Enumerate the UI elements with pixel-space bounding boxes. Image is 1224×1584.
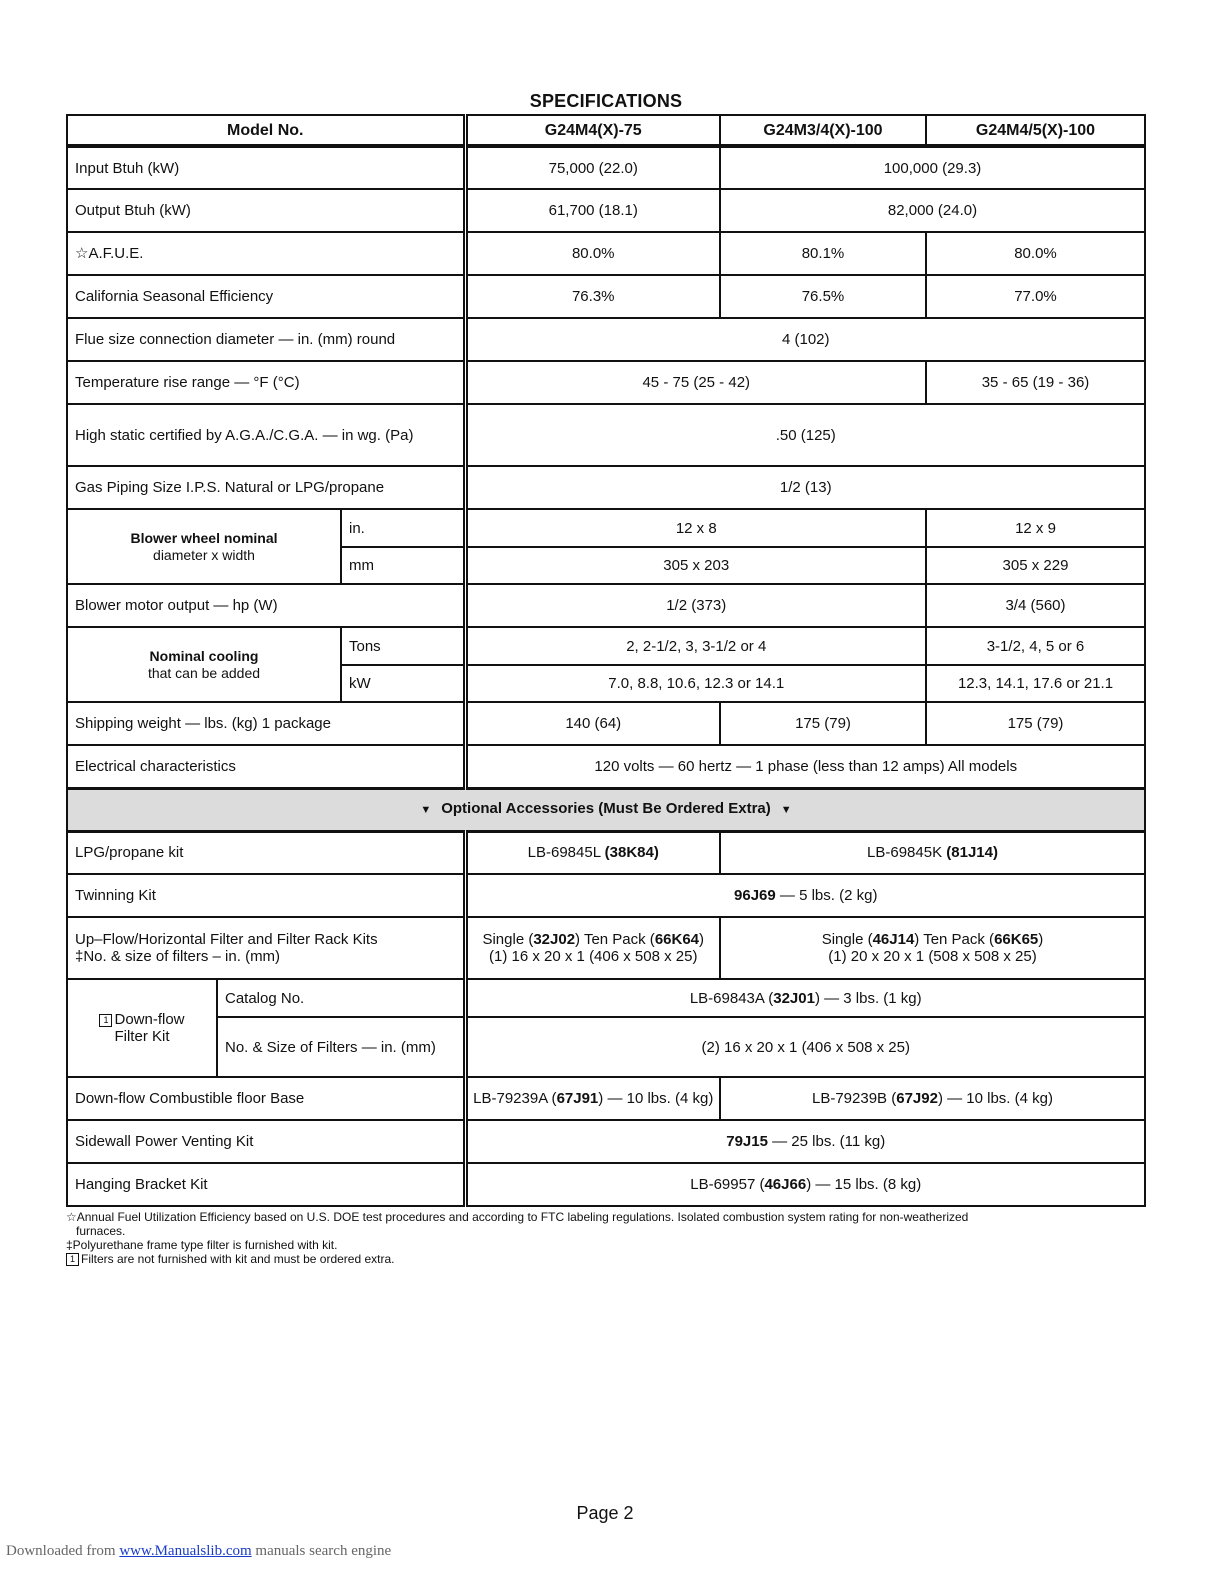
specifications-table <box>66 114 1146 1207</box>
group-line: that can be added <box>147 664 261 681</box>
cell: 100,000 (29.3) <box>720 146 1145 189</box>
cell: 175 (79) <box>720 702 926 745</box>
cell: 120 volts — 60 hertz — 1 phase (less than 12 amps) All models <box>465 745 1145 788</box>
arrow-down-icon: ▼ <box>780 804 792 816</box>
cell-text: LB-69843A ( <box>689 989 774 1007</box>
unit-label: in. <box>341 509 465 547</box>
table-row <box>67 361 1145 404</box>
row-label <box>67 917 465 979</box>
footer-text: manuals search engine <box>251 1543 392 1559</box>
cell <box>465 1077 720 1120</box>
cell-text: Single ( <box>821 931 873 948</box>
footnote-afue-cont: furnaces. <box>76 1224 126 1238</box>
table-row <box>67 979 1145 1017</box>
unit-label: mm <box>341 547 465 584</box>
arrow-down-icon: ▼ <box>420 804 432 816</box>
catalog-code: (81J14) <box>946 844 998 862</box>
cell: 12.3, 14.1, 17.6 or 21.1 <box>926 665 1145 702</box>
blower-wheel-group <box>67 509 341 584</box>
box-number-icon: 1 <box>66 1253 79 1266</box>
cell: 3-1/2, 4, 5 or 6 <box>926 627 1145 665</box>
accessories-banner-row <box>67 788 1145 831</box>
cell-text: ) — 10 lbs. (4 kg) <box>598 1090 714 1107</box>
cell <box>465 917 720 979</box>
catalog-code: 46J66 <box>764 1176 807 1193</box>
cell-text: ) Ten Pack ( <box>914 931 995 948</box>
row-label: Hanging Bracket Kit <box>67 1163 465 1206</box>
cell <box>465 979 1145 1017</box>
catalog-code: 67J91 <box>556 1090 599 1107</box>
table-row <box>67 146 1145 189</box>
cell: 80.0% <box>465 232 720 275</box>
table-row <box>67 275 1145 318</box>
footnotes <box>66 1210 1144 1266</box>
group-line: diameter x width <box>153 546 255 563</box>
cell-text: ) — 3 lbs. (1 kg) <box>814 989 922 1007</box>
cell-text: LB-79239B ( <box>812 1090 897 1107</box>
group-line: Filter Kit <box>114 1028 170 1045</box>
cell <box>465 1163 1145 1206</box>
row-label: Gas Piping Size I.P.S. Natural or LPG/propane <box>67 466 465 509</box>
table-row <box>67 584 1145 627</box>
cell-line <box>475 931 713 948</box>
footnote-afue: ☆Annual Fuel Utilization Efficiency based on U.S. DOE test procedures and according to FTC labeling regulations. Isolated combustion system rating for non-weatherized <box>66 1210 969 1224</box>
row-label: California Seasonal Efficiency <box>67 275 465 318</box>
table-row <box>67 318 1145 361</box>
catalog-code: 46J14 <box>872 931 915 948</box>
label-line: Up–Flow/Horizontal Filter and Filter Rack Kits <box>75 931 378 948</box>
group-line <box>75 1011 209 1028</box>
cell: 80.0% <box>926 232 1145 275</box>
accessories-banner <box>67 788 1145 831</box>
cell: 4 (102) <box>465 318 1145 361</box>
table-row <box>67 1077 1145 1120</box>
cell: 76.5% <box>720 275 926 318</box>
model-label: Model No. <box>67 115 465 146</box>
cell: 35 - 65 (19 - 36) <box>926 361 1145 404</box>
cell: 140 (64) <box>465 702 720 745</box>
cell: 3/4 (560) <box>926 584 1145 627</box>
cell: 2, 2-1/2, 3, 3-1/2 or 4 <box>465 627 926 665</box>
table-row <box>67 874 1145 917</box>
sub-label: No. & Size of Filters — in. (mm) <box>217 1017 465 1077</box>
group-text: Down-flow <box>114 1011 185 1028</box>
cell: 305 x 203 <box>465 547 926 584</box>
table-row <box>67 745 1145 788</box>
catalog-code: 66K65 <box>994 931 1039 948</box>
cell <box>720 917 1145 979</box>
cell: 80.1% <box>720 232 926 275</box>
row-label: Blower motor output — hp (W) <box>67 584 465 627</box>
cell-text: — 25 lbs. (11 kg) <box>767 1133 886 1150</box>
cell-text: LB-69957 ( <box>690 1176 765 1193</box>
row-label: ☆A.F.U.E. <box>67 232 465 275</box>
row-label: LPG/propane kit <box>67 831 465 874</box>
row-label: Input Btuh (kW) <box>67 146 465 189</box>
cell: 175 (79) <box>926 702 1145 745</box>
header-row <box>67 115 1145 146</box>
cell <box>720 1077 1145 1120</box>
cell-line: (1) 20 x 20 x 1 (508 x 508 x 25) <box>828 948 1037 965</box>
cell: 61,700 (18.1) <box>465 189 720 232</box>
cell-text: LB-79239A ( <box>473 1090 557 1107</box>
row-label: Electrical characteristics <box>67 745 465 788</box>
catalog-code: 32J02 <box>533 931 576 948</box>
cell: 1/2 (373) <box>465 584 926 627</box>
group-line: Blower wheel nominal <box>130 529 278 546</box>
footer-text: Downloaded from <box>6 1543 120 1559</box>
cell: .50 (125) <box>465 404 1145 466</box>
catalog-code: 67J92 <box>896 1090 938 1107</box>
row-label: Output Btuh (kW) <box>67 189 465 232</box>
cell: 7.0, 8.8, 10.6, 12.3 or 14.1 <box>465 665 926 702</box>
table-row <box>67 189 1145 232</box>
model-2: G24M3/4(X)-100 <box>720 115 926 146</box>
table-row <box>67 702 1145 745</box>
page-number: Page 2 <box>576 1503 634 1523</box>
table-row <box>67 1120 1145 1163</box>
cell <box>720 831 1145 874</box>
catalog-code: 32J01 <box>773 989 815 1007</box>
footnote-box <box>66 1252 1144 1266</box>
cell <box>465 874 1145 917</box>
table-row <box>67 831 1145 874</box>
banner-text: Optional Accessories (Must Be Ordered Extra) <box>441 800 771 817</box>
cell-text: ) <box>1038 931 1044 948</box>
row-label: Twinning Kit <box>67 874 465 917</box>
table-row <box>67 404 1145 466</box>
cell-line <box>728 931 1137 948</box>
cell <box>465 831 720 874</box>
cell: 305 x 229 <box>926 547 1145 584</box>
footnote-filter: ‡Polyurethane frame type filter is furnished with kit. <box>66 1238 338 1252</box>
cell: (2) 16 x 20 x 1 (406 x 508 x 25) <box>465 1017 1145 1077</box>
cell: 75,000 (22.0) <box>465 146 720 189</box>
cell-text: — 5 lbs. (2 kg) <box>775 887 878 904</box>
table-row <box>67 509 1145 547</box>
catalog-code: 96J69 <box>734 887 776 904</box>
row-label: Flue size connection diameter — in. (mm) round <box>67 318 465 361</box>
row-label: Sidewall Power Venting Kit <box>67 1120 465 1163</box>
unit-label: kW <box>341 665 465 702</box>
page-title: SPECIFICATIONS <box>529 91 683 111</box>
cell-text: LB-69845L <box>527 844 605 862</box>
footnote-text: Filters are not furnished with kit and must be ordered extra. <box>81 1252 395 1266</box>
cell: 12 x 8 <box>465 509 926 547</box>
sub-label: Catalog No. <box>217 979 465 1017</box>
table-row <box>67 466 1145 509</box>
group-line: Nominal cooling <box>149 647 259 664</box>
cell <box>465 1120 1145 1163</box>
manualslib-link[interactable]: www.Manualslib.com <box>119 1543 252 1559</box>
model-1: G24M4(X)-75 <box>465 115 720 146</box>
cell: 77.0% <box>926 275 1145 318</box>
box-number-icon: 1 <box>99 1014 112 1027</box>
cell: 12 x 9 <box>926 509 1145 547</box>
download-footer <box>6 1543 391 1560</box>
table-row <box>67 232 1145 275</box>
unit-label: Tons <box>341 627 465 665</box>
model-3: G24M4/5(X)-100 <box>926 115 1145 146</box>
downflow-kit-group <box>67 979 217 1077</box>
catalog-code: 79J15 <box>726 1133 768 1150</box>
table-row <box>67 627 1145 665</box>
cell: 76.3% <box>465 275 720 318</box>
cell-text: LB-69845K <box>867 844 947 862</box>
cell-line: (1) 16 x 20 x 1 (406 x 508 x 25) <box>489 948 698 965</box>
cell-text: ) — 15 lbs. (8 kg) <box>806 1176 922 1193</box>
cell-text: ) <box>699 931 705 948</box>
row-label: Down-flow Combustible floor Base <box>67 1077 465 1120</box>
catalog-code: (38K84) <box>604 844 659 862</box>
row-label: High static certified by A.G.A./C.G.A. — in wg. (Pa) <box>67 404 465 466</box>
cell-text: ) — 10 lbs. (4 kg) <box>937 1090 1053 1107</box>
table-row <box>67 1163 1145 1206</box>
cell-text: Single ( <box>482 931 534 948</box>
cell: 45 - 75 (25 - 42) <box>465 361 926 404</box>
catalog-code: 66K64 <box>654 931 700 948</box>
row-label: Shipping weight — lbs. (kg) 1 package <box>67 702 465 745</box>
table-row <box>67 1017 1145 1077</box>
cooling-group <box>67 627 341 702</box>
table-row <box>67 917 1145 979</box>
cell-text: ) Ten Pack ( <box>575 931 655 948</box>
row-label: Temperature rise range — °F (°C) <box>67 361 465 404</box>
label-line: ‡No. & size of filters – in. (mm) <box>75 948 281 965</box>
cell: 1/2 (13) <box>465 466 1145 509</box>
cell: 82,000 (24.0) <box>720 189 1145 232</box>
